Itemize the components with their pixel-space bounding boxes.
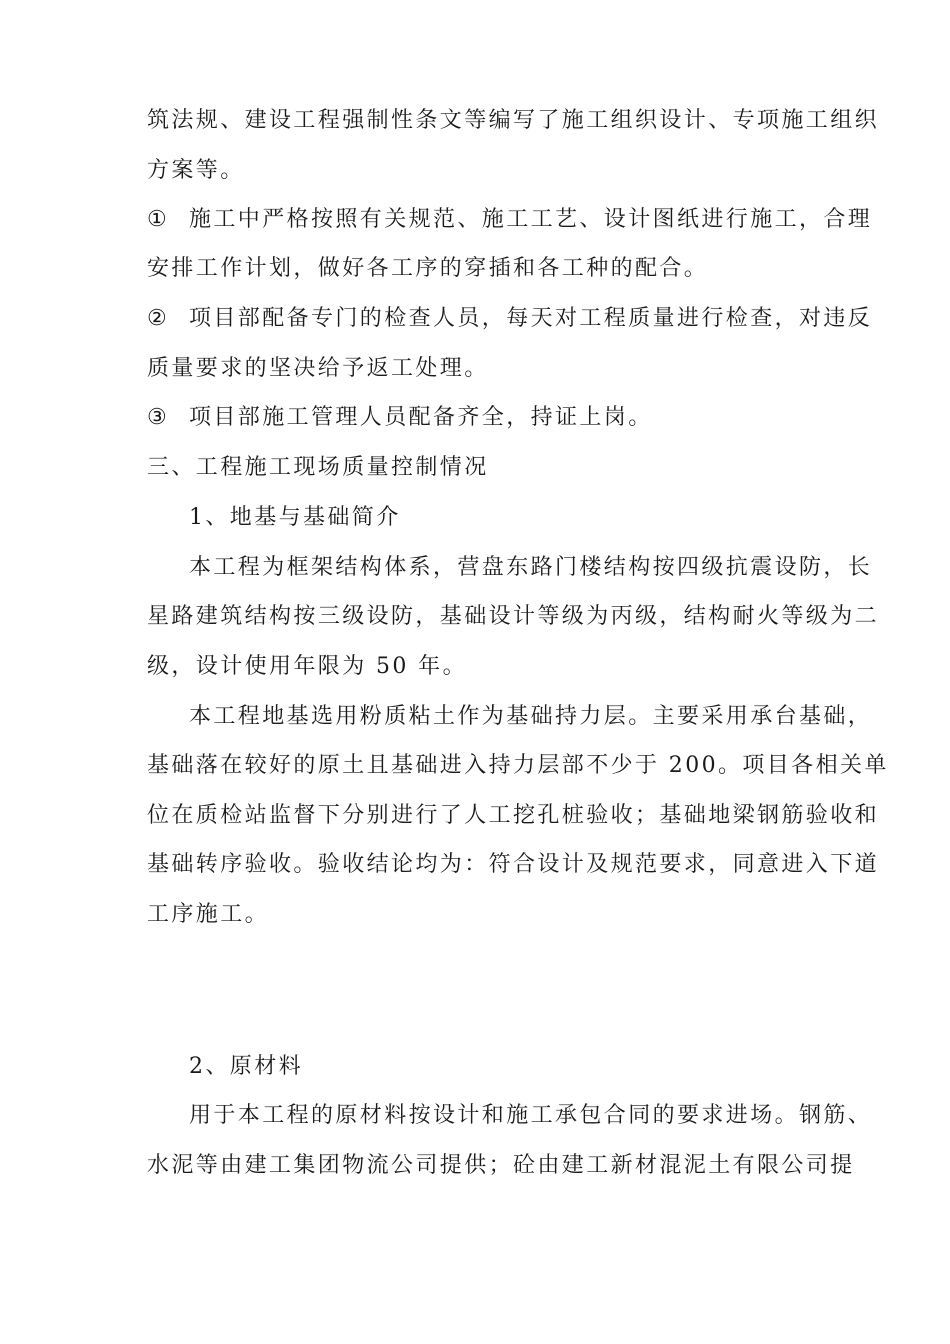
item-text: 施工中严格按照有关规范、施工工艺、设计图纸进行施工，合理 bbox=[189, 207, 873, 232]
text-line: 筑法规、建设工程强制性条文等编写了施工组织设计、专项施工组织 bbox=[147, 108, 880, 133]
text-line: 安排工作计划，做好各工序的穿插和各工种的配合。 bbox=[147, 256, 709, 281]
numbered-item-2 bbox=[147, 304, 872, 334]
subsection-heading: 2、原材料 bbox=[189, 1054, 303, 1079]
subsection-heading: 1、地基与基础简介 bbox=[189, 505, 401, 530]
item-text: 项目部施工管理人员配备齐全，持证上岗。 bbox=[189, 405, 653, 430]
paragraph-line: 星路建筑结构按三级设防，基础设计等级为丙级，结构耐火等级为二 bbox=[147, 604, 880, 629]
numbered-item-3 bbox=[147, 403, 653, 433]
paragraph-line: 本工程地基选用粉质粘土作为基础持力层。主要采用承台基础， bbox=[189, 704, 873, 729]
paragraph-line: 用于本工程的原材料按设计和施工承包合同的要求进场。钢筋、 bbox=[189, 1103, 873, 1128]
numbered-item-1 bbox=[147, 205, 872, 235]
paragraph-line: 工序施工。 bbox=[147, 902, 270, 927]
paragraph-line: 水泥等由建工集团物流公司提供；砼由建工新材混泥土有限公司提 bbox=[147, 1153, 855, 1178]
item-text: 项目部配备专门的检查人员，每天对工程质量进行检查，对违反 bbox=[189, 306, 873, 331]
paragraph-line: 位在质检站监督下分别进行了人工挖孔桩验收；基础地梁钢筋验收和 bbox=[147, 803, 880, 828]
paragraph-line: 级，设计使用年限为 50 年。 bbox=[147, 654, 467, 679]
text-line: 质量要求的坚决给予返工处理。 bbox=[147, 356, 489, 381]
section-heading: 三、工程施工现场质量控制情况 bbox=[147, 455, 489, 480]
paragraph-line: 基础转序验收。验收结论均为：符合设计及规范要求，同意进入下道 bbox=[147, 852, 880, 877]
text-line: 方案等。 bbox=[147, 158, 245, 183]
item-marker: ③ bbox=[147, 405, 170, 430]
item-marker: ① bbox=[147, 207, 170, 232]
paragraph-line: 本工程为框架结构体系，营盘东路门楼结构按四级抗震设防，长 bbox=[189, 555, 873, 580]
paragraph-line: 基础落在较好的原土且基础进入持力层部不少于 200。项目各相关单 bbox=[147, 753, 889, 778]
item-marker: ② bbox=[147, 306, 170, 331]
